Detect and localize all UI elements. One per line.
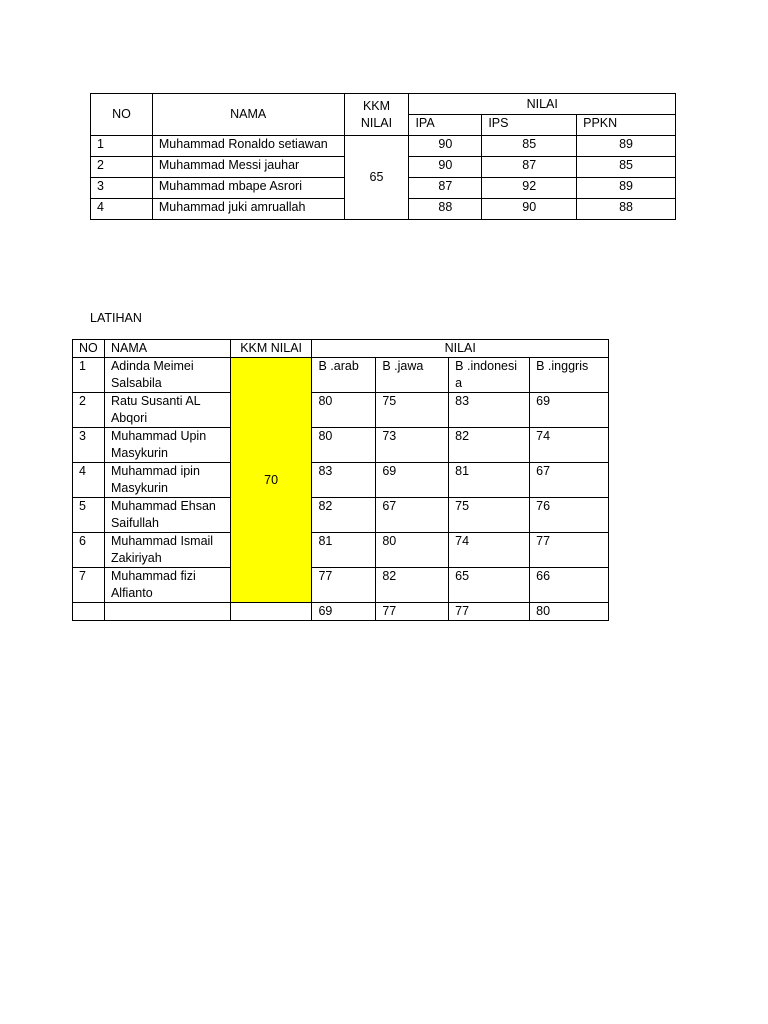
header-nilai: NILAI [312, 340, 609, 358]
row-nama: Muhammad Ismail Zakiriyah [104, 533, 230, 568]
header-kkm-nilai: KKM NILAI [230, 340, 312, 358]
score-cell: 89 [577, 178, 676, 199]
row-no: 1 [91, 136, 153, 157]
row-nama: Muhammad Upin Masykurin [104, 428, 230, 463]
score-cell: 69 [376, 463, 449, 498]
subject-label: B .indonesi a [455, 359, 518, 390]
score-cell: 74 [449, 533, 530, 568]
score-cell: 77 [449, 603, 530, 621]
score-cell: 75 [449, 498, 530, 533]
row-nama: Muhammad mbape Asrori [152, 178, 344, 199]
score-cell: 76 [530, 498, 609, 533]
score-cell: 83 [312, 463, 376, 498]
score-cell: 80 [312, 428, 376, 463]
score-cell: 88 [409, 199, 482, 220]
score-cell: 67 [530, 463, 609, 498]
score-cell: 83 [449, 393, 530, 428]
score-cell: 92 [482, 178, 577, 199]
kkm-value: 70 [230, 358, 312, 603]
score-cell: 87 [482, 157, 577, 178]
table-row [73, 428, 609, 463]
score-cell: 65 [449, 568, 530, 603]
row-nama: Muhammad Ehsan Saifullah [104, 498, 230, 533]
header-kkm-line2: NILAI [360, 115, 393, 130]
score-cell: 82 [376, 568, 449, 603]
score-cell: 88 [577, 199, 676, 220]
score-cell: 74 [530, 428, 609, 463]
score-cell: 85 [577, 157, 676, 178]
score-cell: 90 [409, 157, 482, 178]
header-subject: PPKN [577, 115, 676, 136]
row-no: 2 [73, 393, 105, 428]
nilai-table-1 [90, 93, 676, 220]
header-nama: NAMA [104, 340, 230, 358]
header-subject: B .jawa [376, 358, 449, 393]
score-cell: 89 [577, 136, 676, 157]
row-no: 2 [91, 157, 153, 178]
row-no: 5 [73, 498, 105, 533]
table-row [73, 358, 609, 393]
table-row [73, 603, 609, 621]
score-cell: 81 [449, 463, 530, 498]
row-no: 3 [91, 178, 153, 199]
score-cell: 90 [482, 199, 577, 220]
score-cell: 82 [312, 498, 376, 533]
row-no: 4 [91, 199, 153, 220]
row-nama [104, 603, 230, 621]
table-row [73, 568, 609, 603]
score-cell: 66 [530, 568, 609, 603]
header-no: NO [91, 94, 153, 136]
row-nama: Muhammad Messi jauhar [152, 157, 344, 178]
score-cell: 69 [530, 393, 609, 428]
header-subject: IPS [482, 115, 577, 136]
row-nama: Muhammad ipin Masykurin [104, 463, 230, 498]
score-cell: 77 [312, 568, 376, 603]
row-no: 7 [73, 568, 105, 603]
table-row [73, 498, 609, 533]
row-nama: Muhammad fizi Alfianto [104, 568, 230, 603]
row-nama: Muhammad juki amruallah [152, 199, 344, 220]
score-cell: 73 [376, 428, 449, 463]
row-no: 6 [73, 533, 105, 568]
row-nama: Ratu Susanti AL Abqori [104, 393, 230, 428]
header-subject: B .inggris [530, 358, 609, 393]
score-cell: 87 [409, 178, 482, 199]
score-cell: 69 [312, 603, 376, 621]
score-cell: 80 [530, 603, 609, 621]
score-cell: 80 [376, 533, 449, 568]
header-nilai: NILAI [409, 94, 676, 115]
header-subject: B .arab [312, 358, 376, 393]
header-nama: NAMA [152, 94, 344, 136]
score-cell: 82 [449, 428, 530, 463]
latihan-title: LATIHAN [90, 311, 142, 325]
row-nama: Adinda Meimei Salsabila [104, 358, 230, 393]
table-row [73, 533, 609, 568]
row-nama: Muhammad Ronaldo setiawan [152, 136, 344, 157]
score-cell: 85 [482, 136, 577, 157]
header-kkm-line1: KKM [362, 98, 391, 113]
latihan-table [72, 339, 609, 621]
score-cell: 80 [312, 393, 376, 428]
table-row [73, 393, 609, 428]
score-cell: 90 [409, 136, 482, 157]
header-subject: IPA [409, 115, 482, 136]
header-no: NO [73, 340, 105, 358]
kkm-value: 65 [344, 136, 409, 220]
score-cell: 81 [312, 533, 376, 568]
row-no: 3 [73, 428, 105, 463]
table-row [73, 463, 609, 498]
score-cell: 67 [376, 498, 449, 533]
header-subject [449, 358, 530, 393]
table-row [91, 136, 676, 157]
kkm-empty [230, 603, 312, 621]
row-no: 4 [73, 463, 105, 498]
row-no: 1 [73, 358, 105, 393]
row-no [73, 603, 105, 621]
score-cell: 77 [530, 533, 609, 568]
score-cell: 77 [376, 603, 449, 621]
score-cell: 75 [376, 393, 449, 428]
header-kkm-nilai [344, 94, 409, 136]
